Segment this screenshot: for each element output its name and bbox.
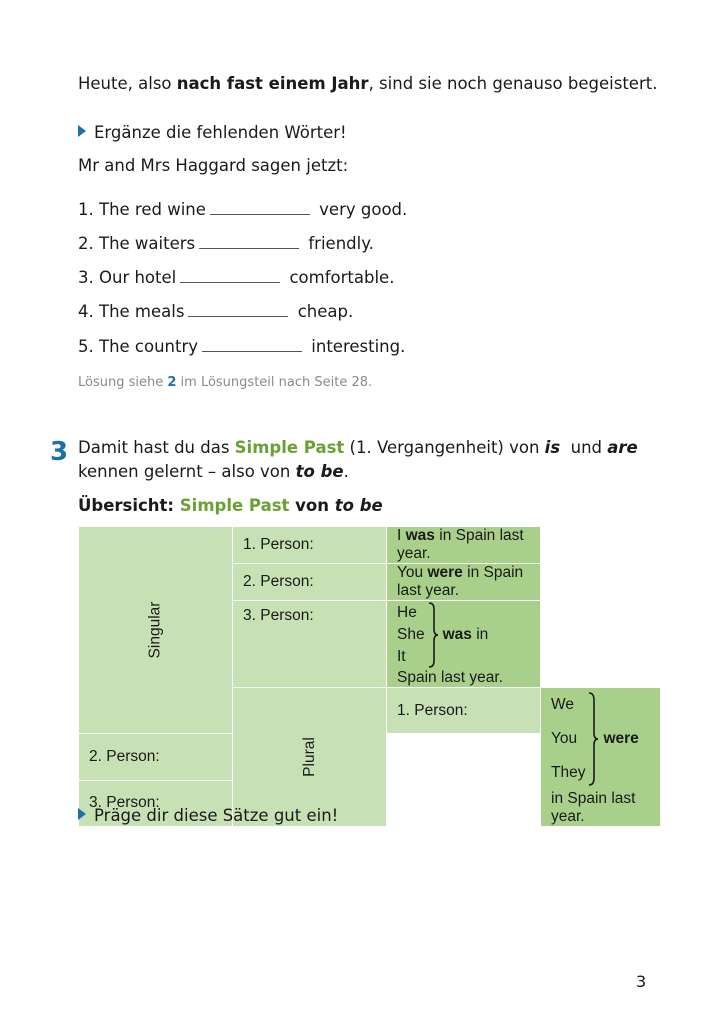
exercise-item-5: 5. The country interesting. [78,337,406,356]
answer-blank-1[interactable] [210,200,310,215]
simple-past-table [78,526,661,827]
table-row [79,527,661,564]
singular-label: Singular [146,601,164,659]
exercise-item-1: 1. The red wine very good. [78,200,408,219]
person-cell: 2. Person: [79,734,233,780]
arrow-right-icon [78,125,86,137]
answer-blank-3[interactable] [180,268,280,283]
section-text-line1: Damit hast du das Simple Past (1. Vergangenheit) von is und are [78,438,638,457]
singular-label-cell [79,527,233,734]
pronoun-stack: He She It [397,604,425,665]
sentence-cell: We You Theywere in Spain last year. [541,688,661,827]
sentence-cell: I was in Spain last year. [387,527,541,564]
answer-blank-4[interactable] [188,302,288,317]
task-instruction-2: Präge dir diese Sätze gut ein! [78,805,338,827]
answer-blank-2[interactable] [199,234,299,249]
task-instruction: Ergänze die fehlenden Wörter! [78,122,347,144]
person-cell: 1. Person: [233,527,387,564]
pronoun-stack: We You They [551,696,586,781]
page-number: 3 [636,972,647,991]
arrow-right-icon [78,808,86,820]
exercise-item-2: 2. The waiters friendly. [78,234,374,253]
answer-blank-5[interactable] [202,337,302,352]
exercise-item-4: 4. The meals cheap. [78,302,354,321]
overview-heading: Übersicht: Simple Past von to be [78,496,383,515]
person-cell: 1. Person: [387,688,541,734]
curly-brace-icon [587,691,599,787]
section-text-line2: kennen gelernt – also von to be. [78,462,349,481]
curly-brace-icon [427,601,439,669]
sentence-cell: He She Itwas in Spain last year. [387,601,541,688]
solution-note: Lösung siehe 2 im Lösungsteil nach Seite 28. [78,375,373,390]
section-number: 3 [50,437,69,467]
plural-label: Plural [300,737,318,777]
intro-text: Heute, also nach fast einem Jahr, sind sie noch genauso begeistert. [78,74,658,93]
person-cell: 2. Person: [233,564,387,601]
person-cell: 3. Person: [233,601,387,688]
sentence-cell: You were in Spain last year. [387,564,541,601]
task-lead: Mr and Mrs Haggard sagen jetzt: [78,156,349,175]
person-cell: 3. Person: [79,780,233,826]
exercise-item-3: 3. Our hotel comfortable. [78,268,395,287]
